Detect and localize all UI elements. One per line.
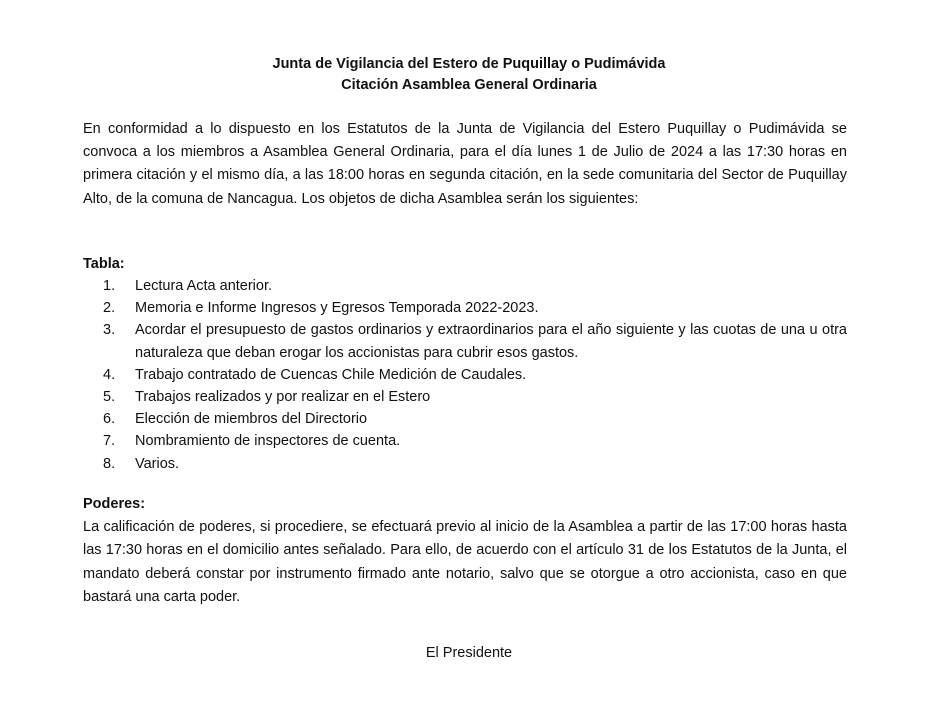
list-item-text: Memoria e Informe Ingresos y Egresos Temporada 2022-2023. xyxy=(135,300,539,317)
signature-line: El Presidente xyxy=(425,645,513,661)
title-line-2: Citación Asamblea General Ordinaria xyxy=(341,77,597,93)
title-line-1: Junta de Vigilancia del Estero de Puquillay o Pudimávida xyxy=(272,56,666,72)
list-item xyxy=(83,386,847,408)
list-item-number: 1. xyxy=(103,278,116,294)
poderes-paragraph: La calificación de poderes, si procediere, se efectuará previo al inicio de la Asamblea a partir de las 17:00 horas hasta las 17:30 horas en el domicilio antes señalado. Para ello, de acuerdo con el artículo 31 de los Estatutos de la Junta, el mandato deberá constar por instrumento firmado ante notario, salvo que se otorgue a otro accionista, caso en que bastará una carta poder. xyxy=(83,519,847,606)
list-item xyxy=(83,453,847,475)
list-item xyxy=(83,297,847,319)
list-item-number: 8. xyxy=(103,455,116,472)
list-item xyxy=(83,430,847,452)
agenda-list xyxy=(83,275,847,475)
list-item-text: Varios. xyxy=(135,455,180,472)
list-item-text: Elección de miembros del Directorio xyxy=(135,411,368,428)
document-title xyxy=(0,54,938,96)
list-item-number: 5. xyxy=(103,389,116,406)
list-item-text: Acordar el presupuesto de gastos ordinarios y extraordinarios para el año siguiente y las cuotas de una u otra naturaleza que deban erogar los accionistas para cubrir esos gastos. xyxy=(135,322,847,361)
list-item-text: Trabajo contratado de Cuencas Chile Medición de Caudales. xyxy=(135,366,527,383)
list-item-number: 6. xyxy=(103,411,116,428)
tabla-heading: Tabla: xyxy=(83,256,125,272)
list-item-number: 7. xyxy=(103,433,116,450)
poderes-heading: Poderes: xyxy=(83,496,146,512)
list-item-number: 3. xyxy=(103,322,116,339)
list-item-number: 2. xyxy=(103,300,116,317)
list-item-text: Trabajos realizados y por realizar en el Estero xyxy=(135,389,431,406)
list-item-text: Lectura Acta anterior. xyxy=(135,278,273,294)
list-item-number: 4. xyxy=(103,366,116,383)
list-item xyxy=(83,275,847,297)
list-item xyxy=(83,319,847,363)
list-item-text: Nombramiento de inspectores de cuenta. xyxy=(135,433,401,450)
list-item xyxy=(83,364,847,386)
intro-paragraph: En conformidad a lo dispuesto en los Estatutos de la Junta de Vigilancia del Estero Puquillay o Pudimávida se convoca a los miembros a Asamblea General Ordinaria, para el día lunes 1 de Julio de 2024 a las 17:30 horas en primera citación y el mismo día, a las 18:00 horas en segunda citación, en la sede comunitaria del Sector de Puquillay Alto, de la comuna de Nancagua. Los objetos de dicha Asamblea serán los siguientes: xyxy=(83,121,847,207)
list-item xyxy=(83,408,847,430)
